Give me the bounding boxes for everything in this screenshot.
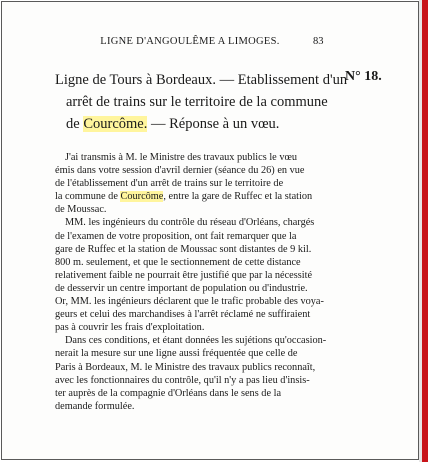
search-highlight: Courcôme. bbox=[83, 116, 148, 132]
text-line: de Moussac. bbox=[55, 204, 107, 216]
title-prefix: de bbox=[66, 116, 84, 132]
text-line: 800 m. seulement, et que le sectionnement de cette distance bbox=[55, 256, 301, 268]
search-highlight: Courcôme bbox=[120, 191, 164, 203]
notice-title bbox=[55, 69, 348, 135]
page-number: 83 bbox=[313, 36, 324, 47]
paragraph-2 bbox=[55, 216, 355, 334]
text-line: de desservir un centre important de population ou d'industrie. bbox=[55, 282, 308, 294]
window-border-strip bbox=[422, 0, 428, 462]
title-line-3 bbox=[55, 113, 340, 135]
text-line: pas à couvrir les frais d'exploitation. bbox=[55, 322, 205, 334]
text-line: émis dans votre session d'avril dernier (séance du 26) en vue bbox=[55, 165, 305, 177]
notice-number: N° 18. bbox=[345, 69, 382, 84]
running-head: LIGNE D'ANGOULÊME A LIMOGES. bbox=[100, 36, 280, 47]
title-line-1: Ligne de Tours à Bordeaux. — Etablissement d'un bbox=[55, 72, 348, 88]
text-line: demande formulée. bbox=[55, 400, 135, 412]
text-line: geurs et celui des marchandises à l'arrêt réclamé ne suffiraient bbox=[55, 309, 311, 321]
paragraph-1 bbox=[55, 151, 355, 216]
text-line: Or, MM. les ingénieurs déclarent que le trafic probable des voya- bbox=[55, 296, 324, 308]
text-line: avec les fonctionnaires du contrôle, qu'il n'y a pas lieu d'insis- bbox=[55, 374, 310, 386]
title-suffix: — Réponse à un vœu. bbox=[147, 116, 280, 132]
text-line: gare de Ruffec et la station de Moussac sont distantes de 9 kil. bbox=[55, 243, 312, 255]
text-line: J'ai transmis à M. le Ministre des travaux publics le vœu bbox=[65, 152, 298, 163]
text-line: ter auprès de la compagnie d'Orléans dans le sens de la bbox=[55, 387, 282, 399]
text-line: nerait la mesure sur une ligne aussi fréquentée que celle de bbox=[55, 348, 298, 360]
text-line: MM. les ingénieurs du contrôle du réseau d'Orléans, chargés bbox=[65, 217, 315, 229]
body-text bbox=[55, 151, 355, 413]
text-line: de l'établissement d'un arrêt de trains sur le territoire de bbox=[55, 178, 284, 190]
text-prefix: la commune de bbox=[55, 191, 121, 203]
text-suffix: , entre la gare de Ruffec et la station bbox=[163, 191, 313, 203]
title-line-2: arrêt de trains sur le territoire de la commune bbox=[66, 94, 328, 110]
paragraph-3 bbox=[55, 334, 355, 413]
text-line: de l'examen de votre proposition, ont fait remarquer que la bbox=[55, 230, 297, 242]
text-line bbox=[55, 190, 355, 203]
text-line: relativement faible ne pourrait être justifié que par la nécessité bbox=[55, 269, 313, 281]
text-line: Paris à Bordeaux, M. le Ministre des travaux publics reconnaît, bbox=[55, 361, 316, 373]
text-line: Dans ces conditions, et étant données les sujétions qu'occasion- bbox=[65, 335, 327, 347]
